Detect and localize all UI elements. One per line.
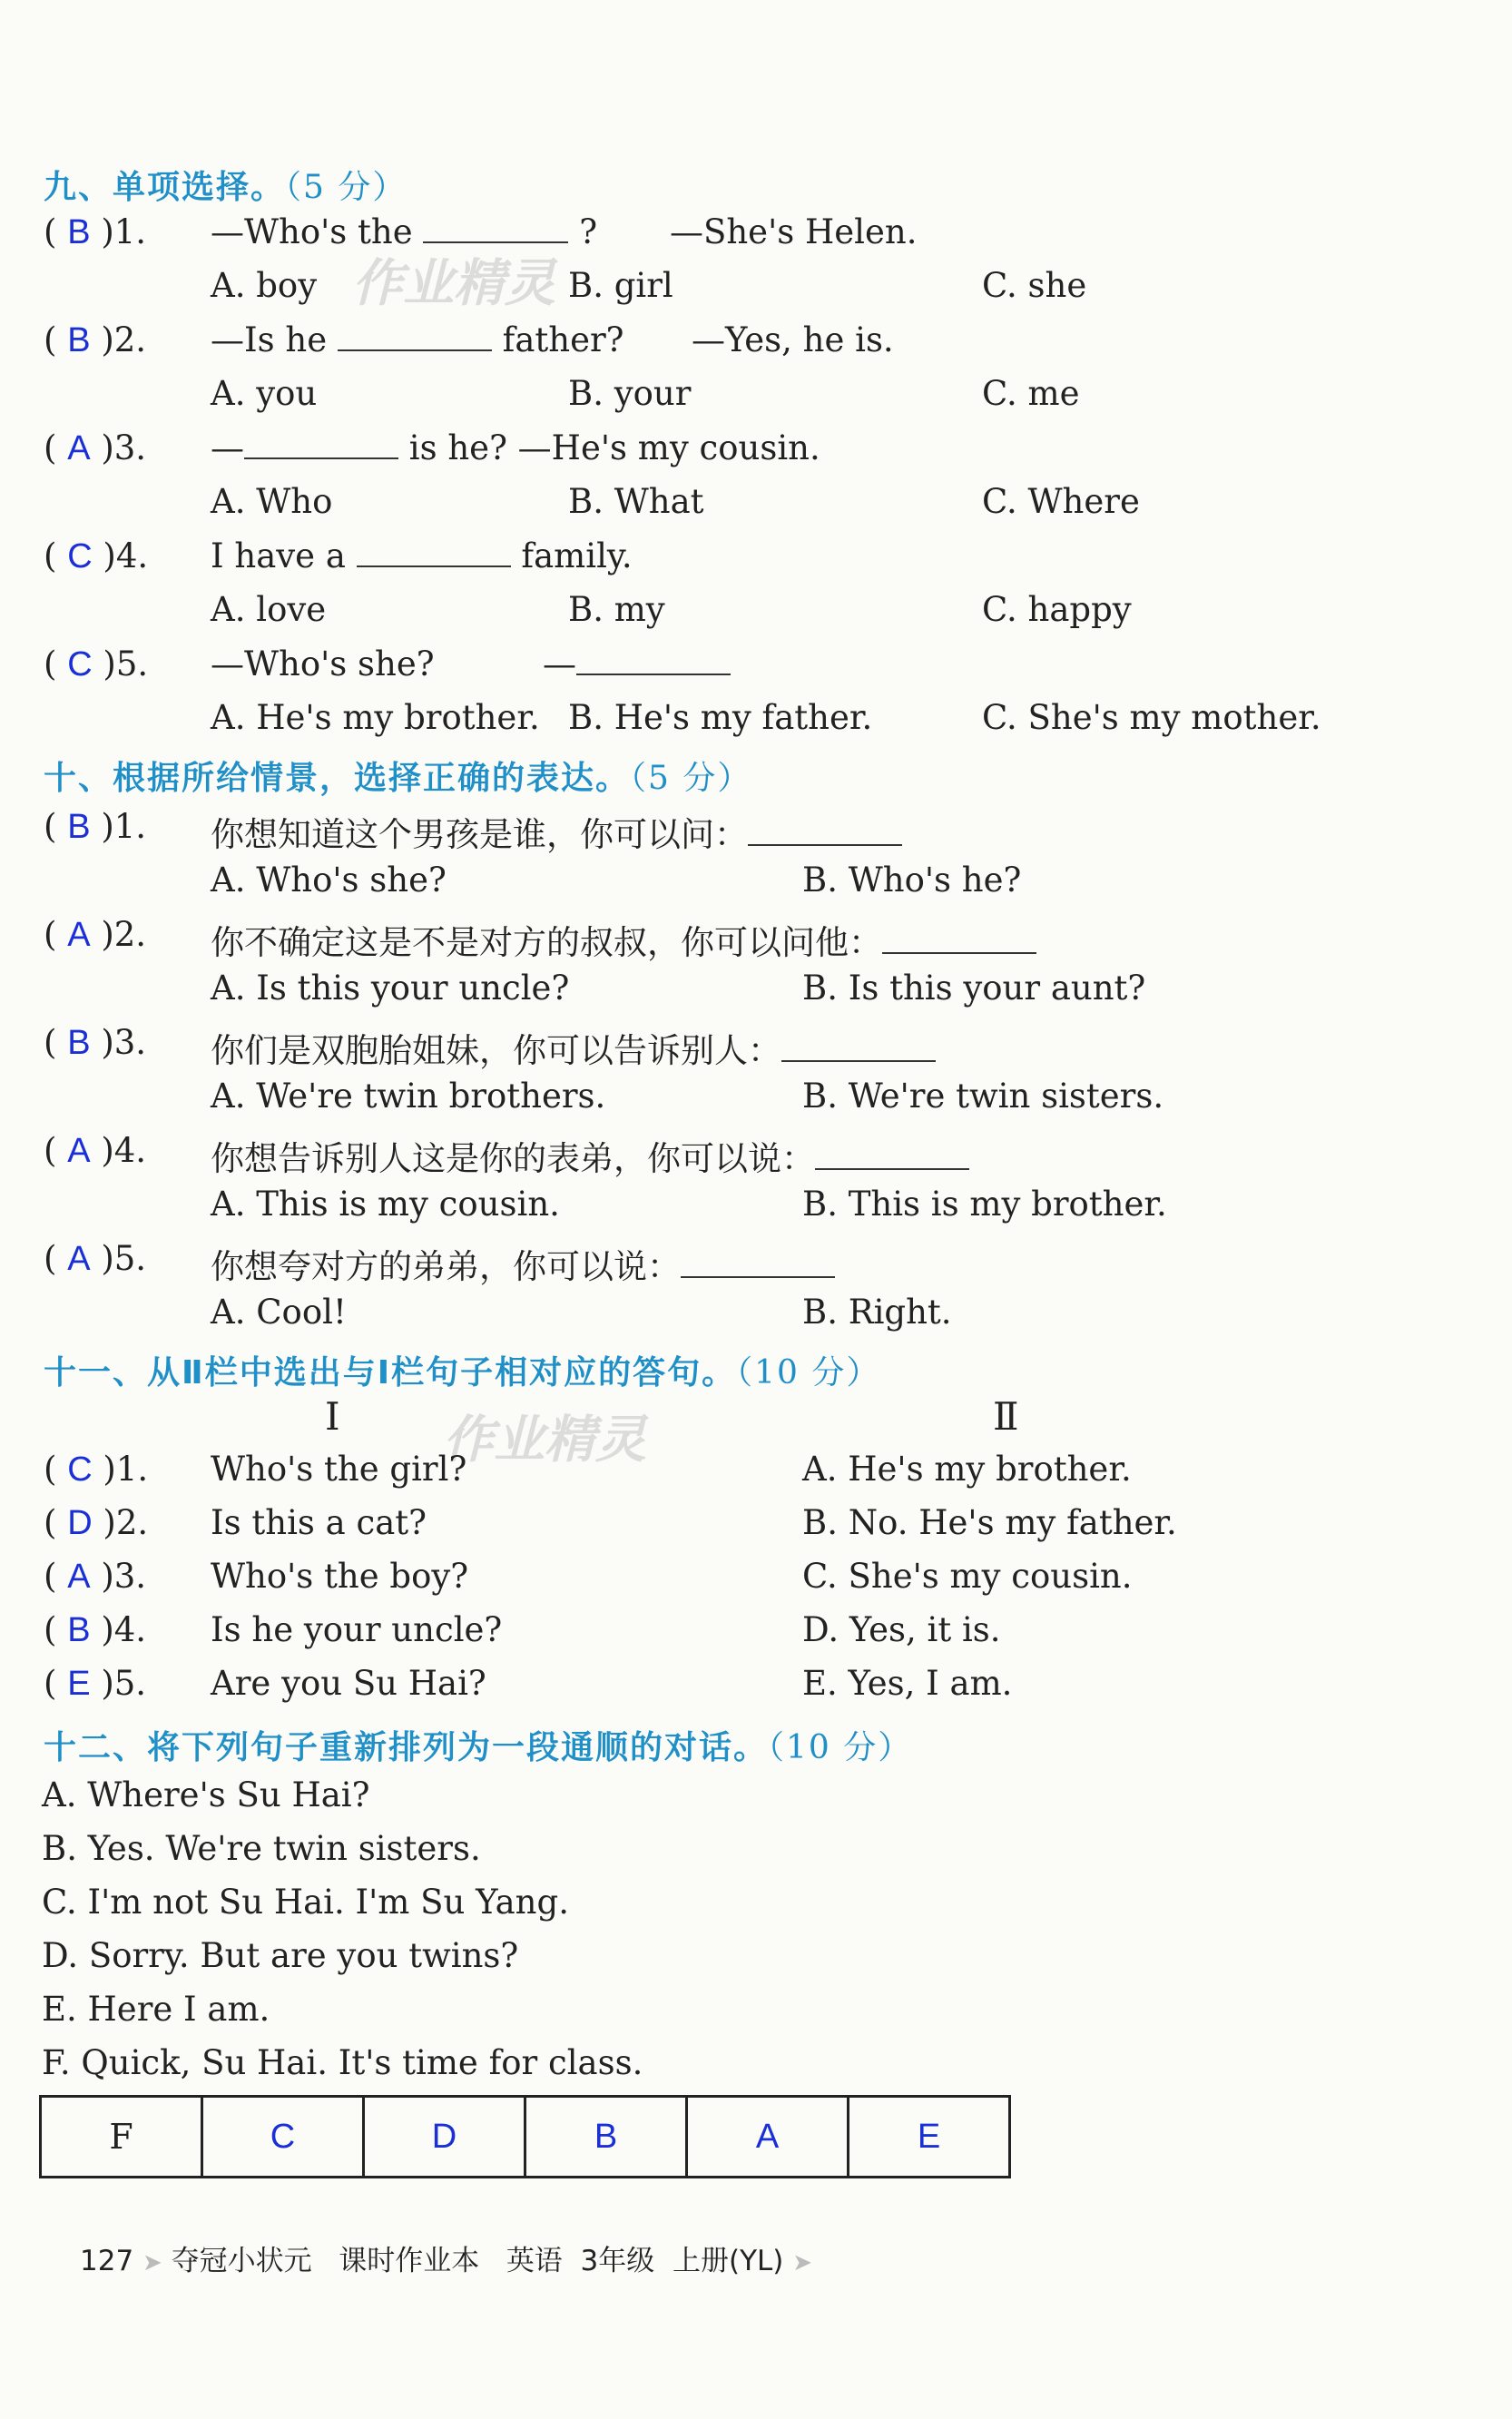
page-footer xyxy=(80,2237,812,2278)
section-11-title xyxy=(44,1347,880,1393)
question-number: )5. xyxy=(101,1664,147,1703)
sec10-q1-text xyxy=(211,807,902,856)
sec9-q4-text xyxy=(211,536,633,575)
question-text: Are you Su Hai? xyxy=(211,1664,486,1703)
blank xyxy=(681,1249,835,1278)
question-number: )5. xyxy=(103,644,149,683)
reply-text: —Yes, he is. xyxy=(692,320,894,359)
column-2-header: Ⅱ xyxy=(993,1394,1019,1439)
option-c: C. she xyxy=(982,266,1087,305)
section-11-heading: 十一、从Ⅱ栏中选出与Ⅰ栏句子相对应的答句。 xyxy=(44,1354,737,1391)
arrow-icon: ➤ xyxy=(792,2249,813,2276)
question-number: )1. xyxy=(101,212,147,251)
response-option: D. Yes, it is. xyxy=(802,1610,1001,1649)
option-b: B. my xyxy=(568,590,665,629)
answer: B xyxy=(67,1024,91,1062)
sec11-q4: ( B )4. xyxy=(44,1610,147,1649)
question-text: Is he your uncle? xyxy=(211,1610,503,1649)
section-9-title xyxy=(44,162,407,208)
section-12-points: （10 分） xyxy=(768,1729,913,1766)
dialogue-line: D. Sorry. But are you twins? xyxy=(42,1936,519,1975)
option-a: A. Is this your uncle? xyxy=(211,969,570,1008)
sec10-q2: ( A )2. xyxy=(44,915,147,954)
blank xyxy=(748,817,902,846)
series-name: 课时作业本 xyxy=(339,2245,480,2277)
option-a: A. you xyxy=(211,374,318,413)
option-a: A. Cool! xyxy=(211,1293,347,1332)
answer: C xyxy=(67,1450,93,1489)
option-a: A. love xyxy=(211,590,327,629)
question-number: )1. xyxy=(101,807,147,846)
answer: E xyxy=(67,1665,91,1703)
question-number: )2. xyxy=(101,915,147,954)
question-text: Is this a cat? xyxy=(211,1503,427,1542)
sec10-q5-text xyxy=(211,1239,835,1288)
book-title: 夺冠小状元 xyxy=(171,2245,312,2277)
blank xyxy=(423,214,568,243)
option-b: B. This is my brother. xyxy=(802,1185,1167,1224)
response-option: C. She's my cousin. xyxy=(802,1557,1133,1596)
option-a: A. Who xyxy=(211,482,333,521)
question-text: father? xyxy=(502,320,624,359)
dialogue-line: E. Here I am. xyxy=(42,1990,270,2029)
sec9-q1: ( B )1. xyxy=(44,212,147,251)
order-cell: C xyxy=(202,2097,364,2178)
blank xyxy=(576,646,731,675)
question-number: )3. xyxy=(101,428,147,467)
option-b: B. What xyxy=(568,482,704,521)
order-cell: F xyxy=(41,2097,202,2178)
question-number: )1. xyxy=(103,1450,149,1489)
question-number: )3. xyxy=(101,1023,147,1062)
question-number: )4. xyxy=(103,536,149,575)
option-a: A. We're twin brothers. xyxy=(211,1077,606,1116)
blank xyxy=(357,538,511,567)
order-table xyxy=(39,2095,1011,2178)
sec9-q2-text xyxy=(211,320,624,359)
option-a: A. Who's she? xyxy=(211,860,447,900)
order-cell: E xyxy=(849,2097,1010,2178)
answer: A xyxy=(67,1240,91,1278)
question-text: family. xyxy=(521,536,633,575)
section-10-title xyxy=(44,752,751,799)
arrow-icon: ➤ xyxy=(142,2249,162,2276)
question-text: 你想告诉别人这是你的表弟，你可以说： xyxy=(211,1139,815,1178)
section-12-title xyxy=(44,1722,912,1768)
question-text: —Who's the xyxy=(211,212,413,251)
response-option: E. Yes, I am. xyxy=(802,1664,1013,1703)
question-number: )4. xyxy=(101,1610,147,1649)
question-text: Who's the girl? xyxy=(211,1450,467,1489)
grade: 3年级 xyxy=(580,2245,655,2277)
answer: A xyxy=(67,1132,91,1170)
answer: C xyxy=(67,537,93,575)
option-c: C. me xyxy=(982,374,1080,413)
answer: A xyxy=(67,429,91,467)
question-number: )2. xyxy=(103,1503,149,1542)
question-text: 你们是双胞胎姐妹，你可以告诉别人： xyxy=(211,1031,781,1070)
question-text: is he? —He's my cousin. xyxy=(408,428,820,467)
dialogue-line: C. I'm not Su Hai. I'm Su Yang. xyxy=(42,1883,569,1922)
answer: A xyxy=(67,916,91,954)
question-number: )5. xyxy=(101,1239,147,1278)
answer: D xyxy=(67,1504,93,1542)
option-b: B. Right. xyxy=(802,1293,952,1332)
option-a: A. boy xyxy=(211,266,318,305)
blank xyxy=(781,1033,936,1062)
reply-text: —She's Helen. xyxy=(670,212,918,251)
response-option: A. He's my brother. xyxy=(802,1450,1132,1489)
answer: C xyxy=(67,645,93,683)
sec9-q5: ( C )5. xyxy=(44,644,149,683)
option-c: C. Where xyxy=(982,482,1140,521)
answer: A xyxy=(67,1558,91,1596)
section-10-heading: 十、根据所给情景，选择正确的表达。 xyxy=(44,760,631,797)
volume: 上册(YL) xyxy=(672,2245,784,2277)
question-text: —Is he xyxy=(211,320,328,359)
sec10-q3: ( B )3. xyxy=(44,1023,147,1062)
question-text: — xyxy=(543,644,576,683)
blank xyxy=(882,925,1036,954)
section-9-points: （5 分） xyxy=(285,169,407,206)
option-c: C. happy xyxy=(982,590,1132,629)
sec9-q2: ( B )2. xyxy=(44,320,147,359)
question-text: 你不确定这是不是对方的叔叔，你可以问他： xyxy=(211,923,882,962)
dialogue-line: A. Where's Su Hai? xyxy=(42,1775,370,1814)
sec10-q1: ( B )1. xyxy=(44,807,147,846)
question-text: 你想夸对方的弟弟，你可以说： xyxy=(211,1247,681,1286)
response-option: B. No. He's my father. xyxy=(802,1503,1177,1542)
question-text: —Who's she? xyxy=(211,644,435,683)
question-number: )2. xyxy=(101,320,147,359)
question-text: 你想知道这个男孩是谁，你可以问： xyxy=(211,815,748,854)
section-12-heading: 十二、将下列句子重新排列为一段通顺的对话。 xyxy=(44,1729,769,1766)
question-text: — xyxy=(211,428,244,467)
option-b: B. We're twin sisters. xyxy=(802,1077,1164,1116)
dialogue-line: B. Yes. We're twin sisters. xyxy=(42,1829,481,1868)
question-number: )3. xyxy=(101,1557,147,1596)
sec10-q4-text xyxy=(211,1131,969,1180)
option-a: A. He's my brother. xyxy=(211,698,540,737)
section-11-points: （10 分） xyxy=(736,1354,881,1391)
question-number: )4. xyxy=(101,1131,147,1170)
sec10-q5: ( A )5. xyxy=(44,1239,147,1278)
sec10-q3-text xyxy=(211,1023,936,1072)
sec11-q5: ( E )5. xyxy=(44,1664,147,1703)
sec9-q3-text xyxy=(211,428,820,467)
watermark: 作业精灵 xyxy=(443,1411,646,1470)
sec11-q2: ( D )2. xyxy=(44,1503,149,1542)
question-text: Who's the boy? xyxy=(211,1557,469,1596)
answer: B xyxy=(67,1611,91,1649)
order-cell: D xyxy=(364,2097,525,2178)
blank xyxy=(338,322,492,351)
watermark: 作业精灵 xyxy=(352,254,555,313)
column-1-header: Ⅰ xyxy=(325,1394,340,1439)
sec10-q2-text xyxy=(211,915,1036,964)
blank xyxy=(244,430,398,459)
sec11-q1: ( C )1. xyxy=(44,1450,149,1489)
sec9-q5-reply xyxy=(543,644,731,683)
sec11-q3: ( A )3. xyxy=(44,1557,147,1596)
section-9-heading: 九、单项选择。 xyxy=(44,169,286,206)
answer: B xyxy=(67,213,91,251)
page-number: 127 xyxy=(80,2245,134,2277)
section-10-points: （5 分） xyxy=(630,760,752,797)
question-text: I have a xyxy=(211,536,346,575)
blank xyxy=(815,1141,969,1170)
sec9-q3: ( A )3. xyxy=(44,428,147,467)
order-cell: B xyxy=(525,2097,687,2178)
order-cell: A xyxy=(687,2097,849,2178)
option-b: B. girl xyxy=(568,266,673,305)
option-b: B. Is this your aunt? xyxy=(802,969,1146,1008)
dialogue-line: F. Quick, Su Hai. It's time for class. xyxy=(42,2043,643,2082)
question-text: ? xyxy=(579,212,598,251)
option-b: B. He's my father. xyxy=(568,698,873,737)
subject: 英语 xyxy=(506,2245,563,2277)
option-c: C. She's my mother. xyxy=(982,698,1321,737)
sec9-q4: ( C )4. xyxy=(44,536,149,575)
option-a: A. This is my cousin. xyxy=(211,1185,560,1224)
sec10-q4: ( A )4. xyxy=(44,1131,147,1170)
option-b: B. Who's he? xyxy=(802,860,1022,900)
answer: B xyxy=(67,321,91,359)
answer: B xyxy=(67,808,91,846)
option-b: B. your xyxy=(568,374,692,413)
